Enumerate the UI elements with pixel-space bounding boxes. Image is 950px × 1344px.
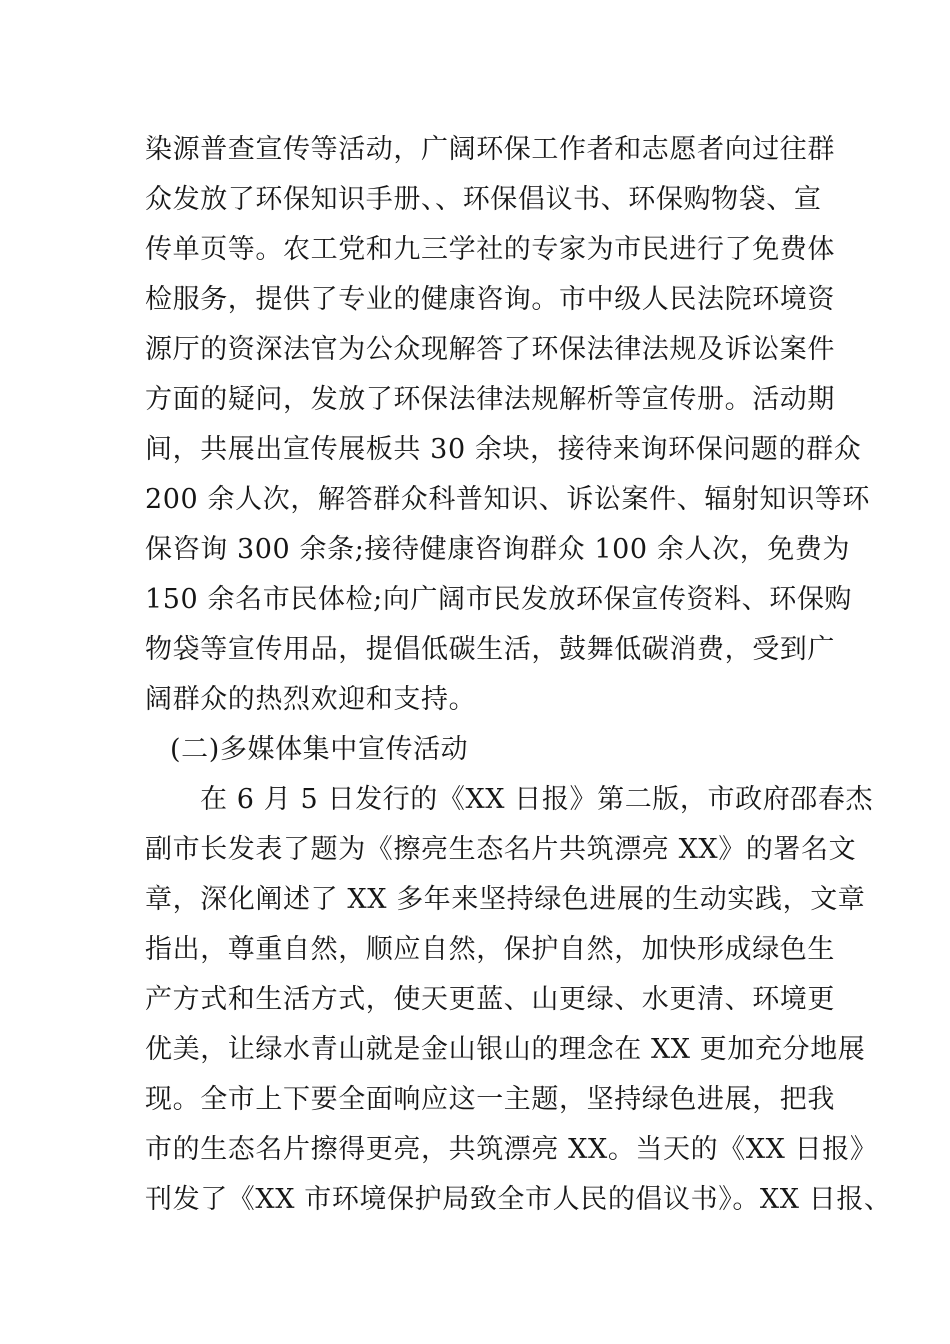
text-line: 200 余人次，解答群众科普知识、诉讼案件、辐射知识等环 [145,484,870,515]
text-line: 刊发了《XX 市环境保护局致全市人民的倡议书》。XX 日报、 [145,1184,892,1215]
text-line: 优美，让绿水青山就是金山银山的理念在 XX 更加充分地展 [145,1034,866,1065]
text-line: 检服务，提供了专业的健康咨询。市中级人民法院环境资 [145,284,835,315]
text-line: 源厅的资深法官为公众现解答了环保法律法规及诉讼案件 [145,334,835,365]
paragraph-first-line: 在 6 月 5 日发行的《XX 日报》第二版，市政府邵春杰 [200,784,874,815]
text-line: 传单页等。农工党和九三学社的专家为市民进行了免费体 [145,234,835,265]
text-line: 章，深化阐述了 XX 多年来坚持绿色进展的生动实践，文章 [145,884,866,915]
text-line: 指出，尊重自然，顺应自然，保护自然，加快形成绿色生 [145,934,835,965]
text-line: 副市长发表了题为《擦亮生态名片共筑漂亮 XX》的署名文 [145,834,857,865]
text-line: 方面的疑问，发放了环保法律法规解析等宣传册。活动期 [145,384,835,415]
text-line: 市的生态名片擦得更亮，共筑漂亮 XX。当天的《XX 日报》 [145,1134,878,1165]
text-line: 染源普查宣传等活动，广阔环保工作者和志愿者向过往群 [145,134,835,165]
text-line: 保咨询 300 余条;接待健康咨询群众 100 余人次，免费为 [145,534,851,565]
text-line: 产方式和生活方式，使天更蓝、山更绿、水更清、环境更 [145,984,835,1015]
text-line: 阔群众的热烈欢迎和支持。 [145,684,477,715]
text-line: 物袋等宣传用品，提倡低碳生活，鼓舞低碳消费，受到广 [145,634,835,665]
text-line: 众发放了环保知识手册、、环保倡议书、环保购物袋、宣 [145,184,822,215]
text-line: 间，共展出宣传展板共 30 余块，接待来询环保问题的群众 [145,434,862,465]
text-line: 现。全市上下要全面响应这一主题，坚持绿色进展，把我 [145,1084,835,1115]
section-heading: (二)多媒体集中宣传活动 [170,734,469,765]
text-line: 150 余名市民体检;向广阔市民发放环保宣传资料、环保购 [145,584,853,615]
